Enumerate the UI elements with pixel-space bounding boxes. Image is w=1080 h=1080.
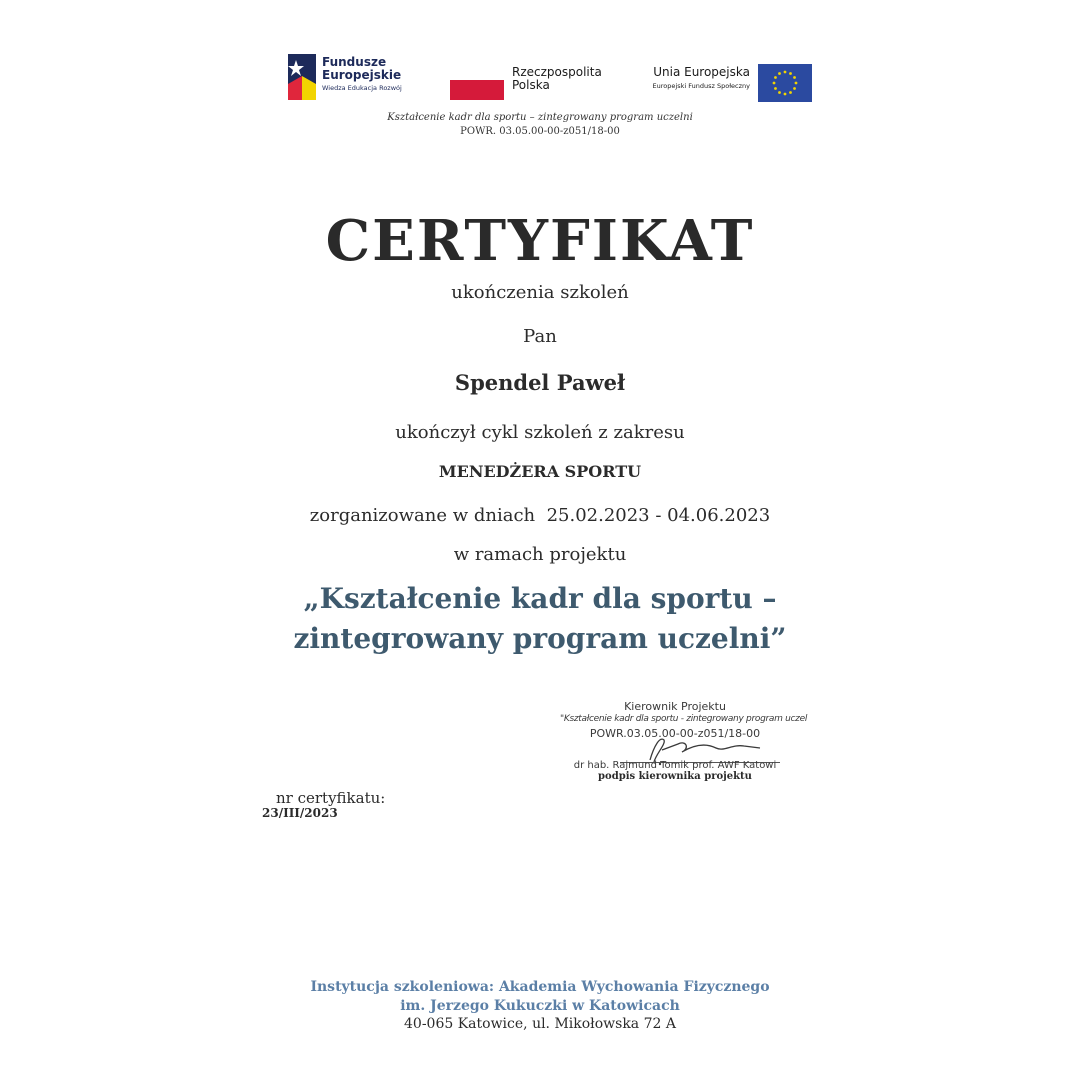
stamp-role: Kierownik Projektu [624, 700, 726, 713]
eu-star [773, 82, 776, 85]
footer-institution-line2: im. Jerzego Kukuczki w Katowicach [400, 998, 680, 1014]
eu-star [784, 93, 787, 96]
training-scope: MENEDŻERA SPORTU [438, 462, 642, 481]
ue-line1: Unia Europejska [653, 65, 750, 79]
fe-star-icon [288, 54, 316, 100]
footer-institution-line1: Instytucja szkoleniowa: Akademia Wychowania Fizycznego [310, 979, 770, 995]
polish-flag-icon [450, 80, 504, 100]
training-dates: zorganizowane w dniach 25.02.2023 - 04.06.2023 [309, 505, 771, 526]
eu-star [789, 91, 792, 94]
eu-star [789, 72, 792, 75]
eu-star [778, 91, 781, 94]
project-title-line2: zintegrowany program uczelni” [293, 622, 787, 655]
eu-flag-icon [758, 64, 812, 102]
eu-star [793, 87, 796, 90]
project-title-line1: „Kształcenie kadr dla sportu – [303, 582, 777, 615]
header-project-title: Kształcenie kadr dla sportu – zintegrowany program uczelni [387, 112, 693, 123]
signature-label: podpis kierownika projektu [598, 771, 752, 782]
stamp-person: dr hab. Rajmund Tomik prof. AWF Katowi [573, 760, 777, 771]
certificate-subtitle: ukończenia szkoleń [451, 282, 629, 303]
fe-line2: Europejskie [322, 68, 402, 82]
stamp-project: "Kształcenie kadr dla sportu - zintegrowany program uczel [560, 714, 808, 724]
rp-line1: Rzeczpospolita [512, 65, 602, 79]
unia-europejska-logo [640, 64, 812, 104]
eu-star [784, 71, 787, 74]
fundusze-europejskie-logo [288, 52, 428, 104]
footer-address: 40-065 Katowice, ul. Mikołowska 72 A [404, 1016, 676, 1032]
ue-line2: Europejski Fundusz Społeczny [652, 82, 750, 90]
eu-star [774, 76, 777, 79]
rp-line2: Polska [512, 78, 550, 92]
eu-star [795, 82, 798, 85]
eu-star [778, 72, 781, 75]
certificate-number-label: nr certyfikatu: [276, 789, 386, 807]
rzeczpospolita-logo [450, 66, 620, 102]
certificate-title: CERTYFIKAT [325, 208, 755, 274]
eu-star [774, 87, 777, 90]
salutation: Pan [523, 326, 557, 347]
fe-line3: Wiedza Edukacja Rozwój [322, 84, 402, 92]
completed-text: ukończył cykl szkoleń z zakresu [395, 422, 685, 443]
stamp-code: POWR.03.05.00-00-z051/18-00 [589, 727, 761, 740]
certificate-number-value: 23/III/2023 [262, 806, 338, 820]
within-project-text: w ramach projektu [453, 544, 627, 565]
header-project-code: POWR. 03.05.00-00-z051/18-00 [460, 126, 620, 137]
eu-star [793, 76, 796, 79]
recipient-name: Spendel Paweł [454, 370, 626, 395]
fe-line1: Fundusze [322, 55, 387, 69]
